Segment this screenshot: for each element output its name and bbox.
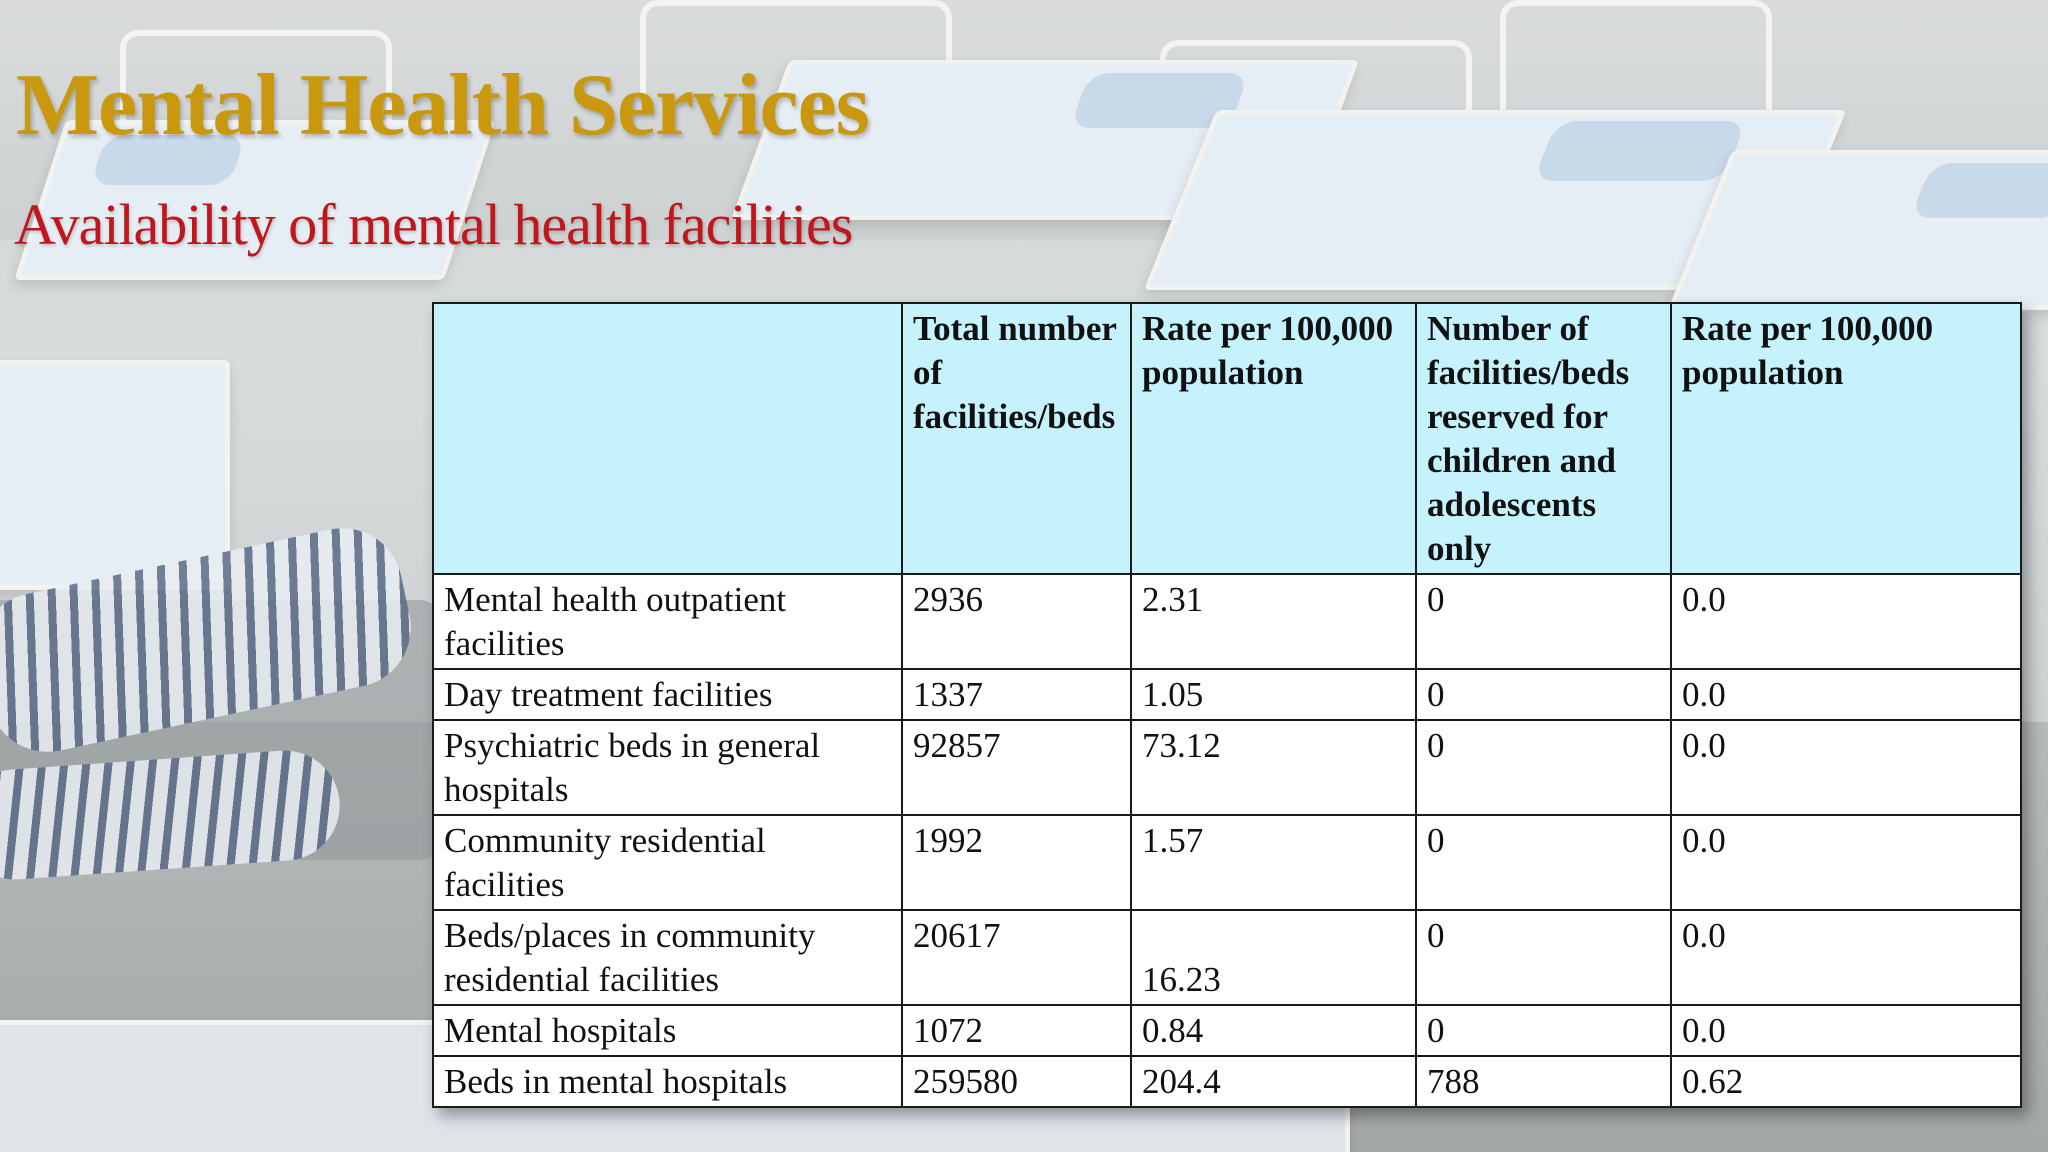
cell-total: 259580 — [902, 1056, 1131, 1107]
row-label: Mental health outpatient facilities — [433, 574, 902, 669]
header-cell-empty — [433, 303, 902, 574]
slide-subtitle: Availability of mental health facilities — [14, 192, 853, 257]
slide-title: Mental Health Services — [16, 57, 869, 154]
table-row — [433, 815, 2021, 910]
cell-children-rate: 0.0 — [1671, 574, 2021, 669]
table-row — [433, 910, 2021, 1005]
cell-rate: 0.84 — [1131, 1005, 1416, 1056]
table-row — [433, 720, 2021, 815]
cell-children: 0 — [1416, 1005, 1671, 1056]
cell-total: 92857 — [902, 720, 1131, 815]
header-rate: Rate per 100,000 population — [1131, 303, 1416, 574]
cell-rate: 1.57 — [1131, 815, 1416, 910]
facilities-table — [432, 302, 2022, 1108]
table-header-row — [433, 303, 2021, 574]
row-label: Beds/places in community residential facilities — [433, 910, 902, 1005]
header-children-rate: Rate per 100,000 population — [1671, 303, 2021, 574]
table-row — [433, 1056, 2021, 1107]
cell-children: 788 — [1416, 1056, 1671, 1107]
cell-rate: 73.12 — [1131, 720, 1416, 815]
cell-rate: 2.31 — [1131, 574, 1416, 669]
cell-children: 0 — [1416, 815, 1671, 910]
cell-total: 1337 — [902, 669, 1131, 720]
cell-total: 1072 — [902, 1005, 1131, 1056]
cell-children-rate: 0.0 — [1671, 910, 2021, 1005]
cell-rate: 16.23 — [1131, 910, 1416, 1005]
table-row — [433, 574, 2021, 669]
row-label: Day treatment facilities — [433, 669, 902, 720]
cell-children-rate: 0.0 — [1671, 720, 2021, 815]
header-total-number: Total number of facilities/beds — [902, 303, 1131, 574]
cell-total: 2936 — [902, 574, 1131, 669]
row-label: Psychiatric beds in general hospitals — [433, 720, 902, 815]
cell-rate: 1.05 — [1131, 669, 1416, 720]
hospital-bed — [1668, 150, 2048, 310]
cell-rate: 204.4 — [1131, 1056, 1416, 1107]
table-row — [433, 1005, 2021, 1056]
hospital-bed — [0, 360, 230, 590]
row-label: Beds in mental hospitals — [433, 1056, 902, 1107]
cell-children-rate: 0.62 — [1671, 1056, 2021, 1107]
cell-children: 0 — [1416, 574, 1671, 669]
table-row — [433, 669, 2021, 720]
cell-children: 0 — [1416, 669, 1671, 720]
cell-children-rate: 0.0 — [1671, 669, 2021, 720]
cell-total: 1992 — [902, 815, 1131, 910]
row-label: Mental hospitals — [433, 1005, 902, 1056]
cell-children-rate: 0.0 — [1671, 1005, 2021, 1056]
cell-total: 20617 — [902, 910, 1131, 1005]
cell-children: 0 — [1416, 720, 1671, 815]
header-children-adolescents: Number of facilities/beds reserved for children and adolescents only — [1416, 303, 1671, 574]
cell-children-rate: 0.0 — [1671, 815, 2021, 910]
facilities-table-container — [432, 302, 2022, 1108]
cell-children: 0 — [1416, 910, 1671, 1005]
row-label: Community residential facilities — [433, 815, 902, 910]
